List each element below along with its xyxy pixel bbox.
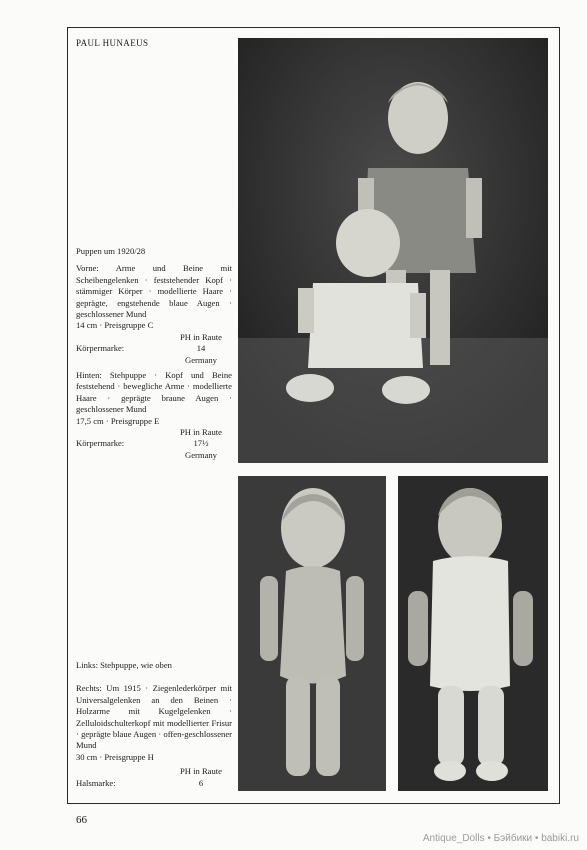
mark1-line1: PH in Raute: [179, 331, 222, 342]
mark3-label: Halsmarke:: [76, 777, 116, 788]
mark1-label: Körpermarke:: [76, 343, 125, 354]
mark2-line2: 17½: [193, 438, 209, 449]
back-doll-size: 17,5 cm · Preisgruppe E: [76, 415, 160, 426]
right-doll-size: 30 cm · Preisgruppe H: [76, 751, 154, 762]
caption-block-top: [76, 246, 232, 461]
mark3-line1: PH in Raute: [179, 766, 222, 777]
left-doll-caption: Links: Stehpuppe, wie oben: [76, 660, 172, 670]
mark1-line3: Germany: [185, 354, 217, 365]
page-number: 66: [76, 814, 87, 826]
front-doll-description: Vorne: Arme und Beine mit Scheibengelenken · feststehender Kopf · stämmiger Körper · modellierte Haare · geprägte, engstehende blaue Augen · geschlossener Mund: [76, 263, 232, 320]
mark1-line2: 14: [196, 343, 206, 354]
running-head: PAUL HUNAEUS: [76, 38, 149, 48]
mark2-line1: PH in Raute: [179, 427, 222, 438]
right-doll-description: Rechts: Um 1915 · Ziegenlederkörper mit Universalgelenken an den Beinen · Holzarme mit Kugelgelenken · Zelluloidschulterkopf mit modellierter Frisur · geprägte blaue Augen · offen-geschlossener Mund: [76, 683, 232, 751]
back-doll-description: Hinten: Stehpuppe · Kopf und Beine feststehend · bewegliche Arme · modellierte Haare · geprägte braune Augen · geschlossener Mund: [76, 370, 232, 415]
photo-standing-doll: [238, 476, 386, 791]
block-title: Puppen um 1920/28: [76, 246, 146, 256]
watermark: Antique_Dolls • Бэйбики • babiki.ru: [422, 833, 579, 844]
caption-block-bottom: [76, 660, 232, 789]
photo-leather-body-doll: [398, 476, 548, 791]
mark2-label: Körpermarke:: [76, 438, 125, 449]
mark3-line2: 6: [198, 777, 204, 788]
mark2-line3: Germany: [185, 449, 217, 460]
photo-two-dolls: [238, 38, 548, 463]
front-doll-size: 14 cm · Preisgruppe C: [76, 320, 154, 331]
